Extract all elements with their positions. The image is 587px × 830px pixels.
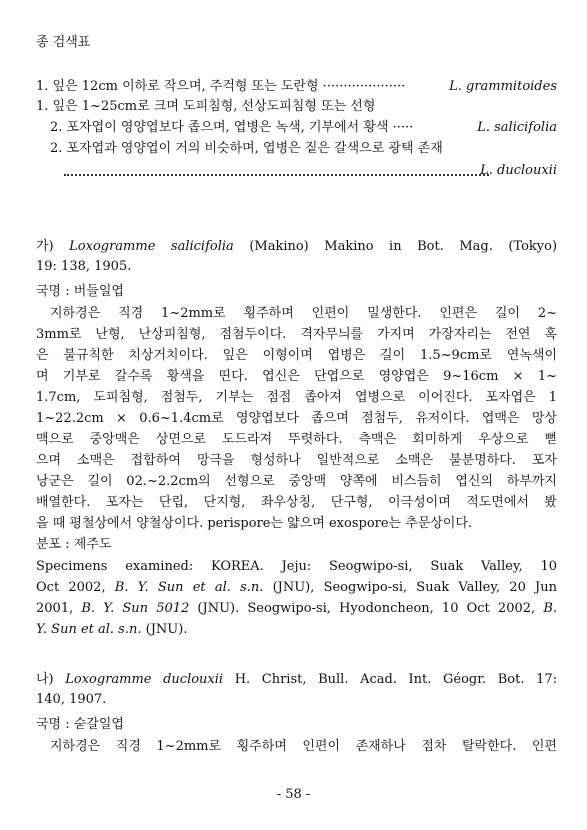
species-a-heading — [36, 238, 557, 256]
species-b-label: 나) — [36, 672, 54, 687]
species-a-desc-line: 을 때 평철상에서 양철상이다. perispore는 얇으며 exospore는 추문상이다. — [36, 516, 473, 531]
species-a-desc-line: 은 불규칙한 치상거치이다. 잎은 이형이며 엽병은 길이 1.5~9cm로 연녹색이 — [36, 348, 557, 363]
species-a-name: Loxogramme salicifolia — [69, 239, 234, 254]
key-line-3 — [50, 119, 557, 137]
species-a-desc-line: 맥으로 중앙맥은 상면으로 도드라져 뚜렷하다. 측맥은 회미하게 우상으로 뻗 — [36, 432, 557, 447]
species-b-citation: 140, 1907. — [36, 692, 107, 707]
key-line-5-taxon: L. duclouxii — [480, 163, 557, 178]
species-a-specimens-line — [36, 621, 557, 639]
spec-collector: Y. Sun et al. s.n. — [36, 622, 142, 637]
species-a-desc-line: 며 기부로 갈수록 황색을 띤다. 엽신은 단엽으로 영양엽은 9~16cm × 1~ — [36, 369, 557, 384]
key-leader-dots — [64, 172, 489, 176]
species-a-desc-line: 배열한다. 포자는 단립, 단지형, 좌우상칭, 단구형, 이극성이며 적도면에서 봤 — [36, 495, 557, 510]
species-a-author: (Makino) Makino in Bot. Mag. (Tokyo) — [249, 239, 557, 254]
spec-collector: B. Y. Sun et al. s.n. — [114, 580, 264, 595]
species-a-desc-line: 1~22.2cm × 0.6~1.4cm로 영양엽보다 좁으며 점첨두, 유저이다. 엽맥은 망상 — [36, 411, 557, 426]
species-b-author: H. Christ, Bull. Acad. Int. Géogr. Bot. 17: — [234, 672, 557, 687]
species-a-distribution: 분포 : 제주도 — [36, 537, 112, 552]
spec-text: (JNU). — [141, 622, 188, 637]
species-a-desc-line: 지하경은 직경 1~2mm로 횡주하며 인편이 밀생한다. 인편은 길이 2~ — [50, 306, 557, 321]
spec-text: (JNU). Seogwipo-si, Hyodoncheon, 10 Oct 2002, — [189, 601, 544, 616]
species-a-desc-line: 으며 소맥은 접합하여 망극을 형성하나 일반적으로 소맥은 불분명하다. 포자 — [36, 453, 557, 468]
key-line-3-taxon: L. salicifolia — [477, 120, 557, 135]
key-line-3-text: 2. 포자엽이 영양엽보다 좁으며, 엽병은 녹색, 기부에서 황색 ····· — [50, 120, 414, 135]
spec-text: 2001, — [36, 601, 82, 616]
species-a-citation: 19: 138, 1905. — [36, 259, 132, 274]
species-a-specimens-line: Specimens examined: KOREA. Jeju: Seogwipo-si, Suak Valley, 10 — [36, 559, 557, 574]
spec-collector: B. — [543, 601, 557, 616]
species-b-heading — [36, 671, 557, 689]
species-a-label: 가) — [36, 239, 54, 254]
spec-text: Oct 2002, — [36, 580, 115, 595]
key-line-1-text: 1. 잎은 12cm 이하로 작으며, 주걱형 또는 도란형 ···················· — [36, 79, 406, 94]
key-line-2: 1. 잎은 1~25cm로 크며 도피침형, 선상도피침형 또는 선형 — [36, 99, 376, 114]
species-a-korean-name: 국명 : 버들일엽 — [36, 284, 124, 299]
key-line-1-taxon: L. grammitoides — [449, 79, 557, 94]
species-a-desc-line: 1.7cm, 도피침형, 점첨두, 기부는 점점 좁아져 엽병으로 이어진다. 포자엽은 1 — [36, 390, 557, 405]
page-number: - 58 - — [276, 787, 311, 802]
species-a-specimens-line — [36, 600, 557, 618]
spec-collector: B. Y. Sun 5012 — [81, 601, 190, 616]
species-a-desc-line: 낭군은 길이 02.~2.2cm의 선형으로 중앙맥 양쪽에 비스듬히 엽신의 하부까지 — [36, 474, 557, 489]
species-a-specimens-line — [36, 579, 557, 597]
species-b-name: Loxogramme duclouxii — [65, 672, 224, 687]
key-line-1 — [36, 78, 557, 96]
key-line-4: 2. 포자엽과 영양엽이 거의 비슷하며, 엽병은 짙은 갈색으로 광택 존재 — [50, 141, 443, 156]
species-b-desc-line: 지하경은 직경 1~2mm로 횡주하며 인편이 존재하나 점차 탈락한다. 인편 — [50, 739, 557, 754]
species-b-korean-name: 국명 : 숟갈일엽 — [36, 717, 124, 732]
key-heading: 종 검색표 — [36, 35, 91, 50]
species-a-desc-line: 3mm로 난형, 난상피침형, 점첨두이다. 격자무늬를 가지며 가장자리는 전연 혹 — [36, 327, 557, 342]
spec-text: (JNU), Seogwipo-si, Suak Valley, 20 Jun — [263, 580, 557, 595]
